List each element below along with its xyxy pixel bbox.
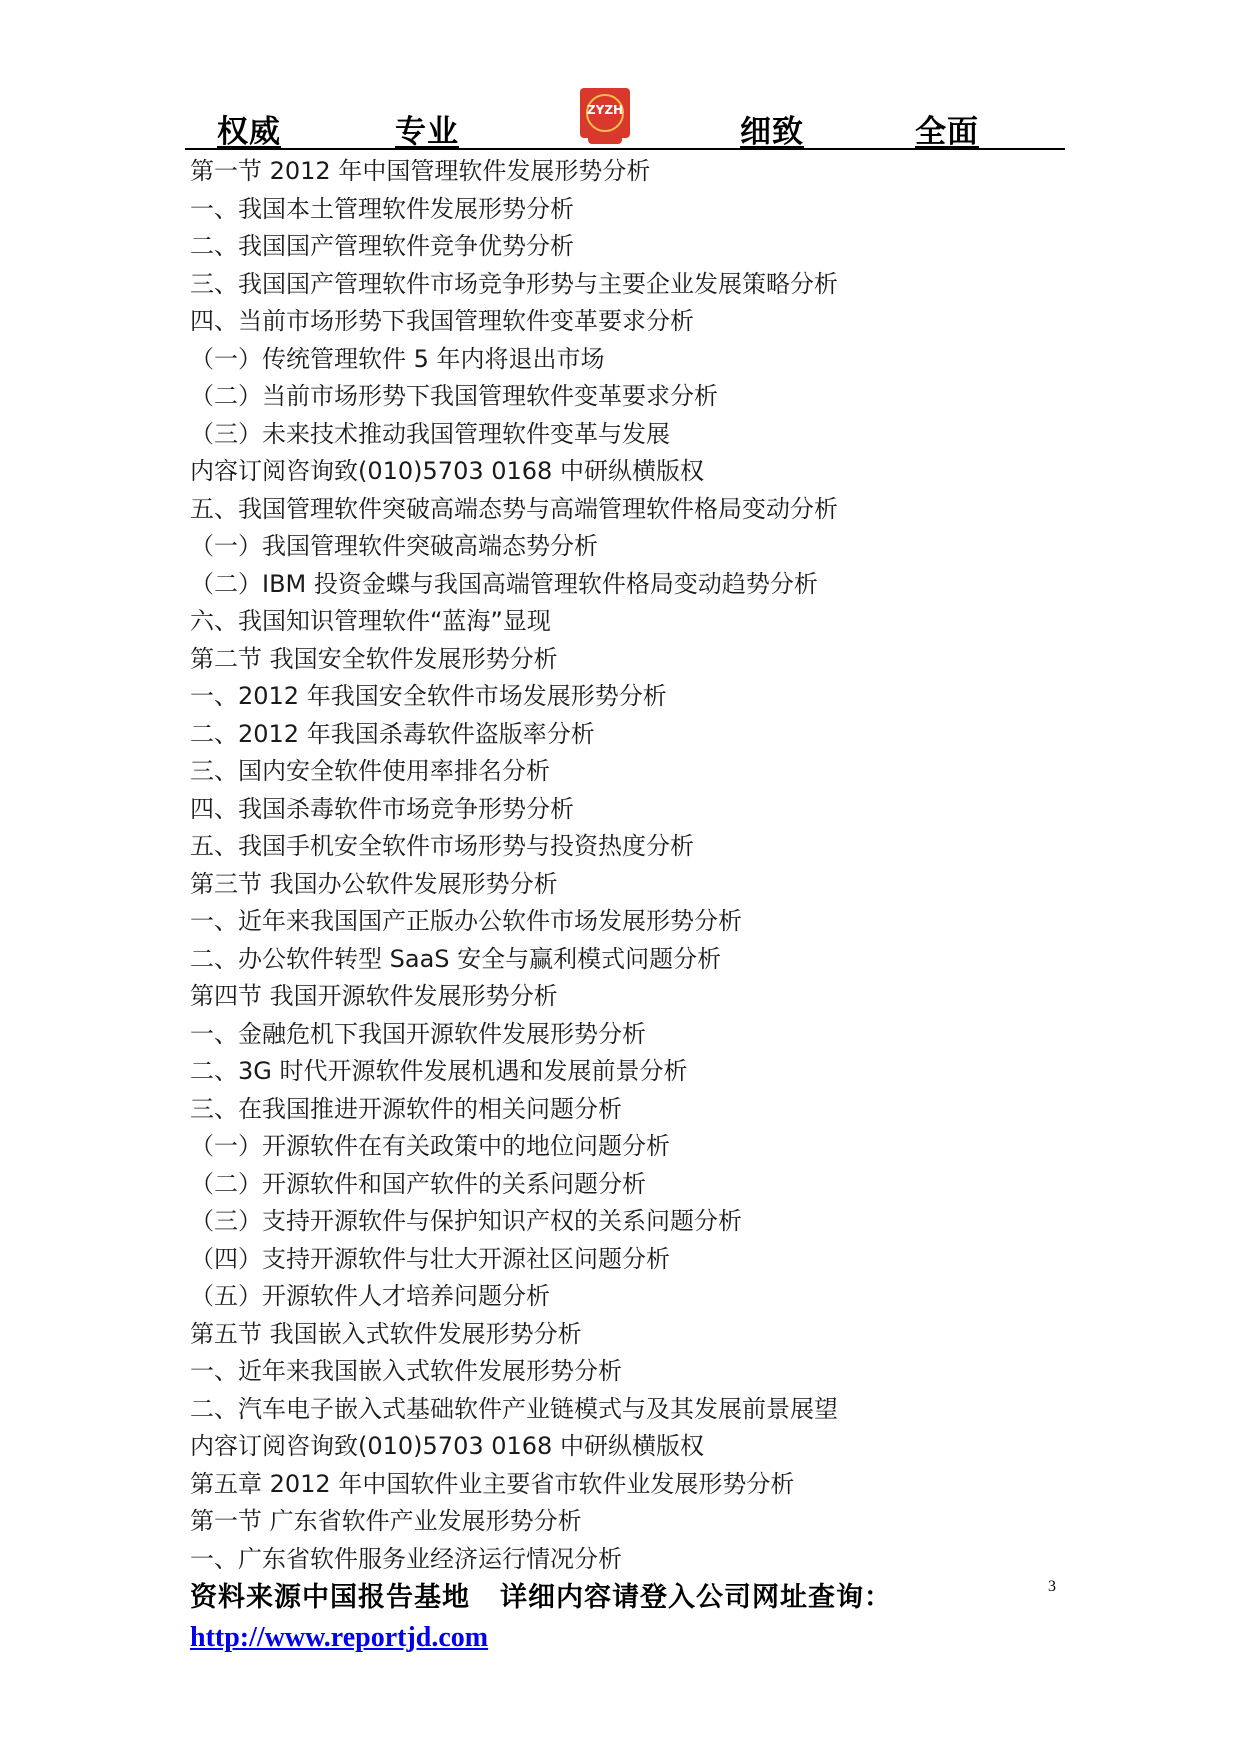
footer-detail-text: 详细内容请登入公司网址查询：: [500, 1582, 892, 1613]
toc-entry: 四、我国杀毒软件市场竞争形势分析: [190, 794, 574, 823]
toc-entry: （五）开源软件人才培养问题分析: [190, 1282, 550, 1310]
toc-entry: （二）开源软件和国产软件的关系问题分析: [190, 1169, 646, 1198]
toc-entry: （一）开源软件在有关政策中的地位问题分析: [190, 1132, 670, 1160]
header-word-meticulous: 细致: [740, 114, 804, 150]
toc-entry: 二、我国国产管理软件竞争优势分析: [190, 232, 574, 260]
header-word-professional: 专业: [395, 114, 459, 150]
toc-entry: 第五章 2012 年中国软件业主要省市软件业发展形势分析: [190, 1469, 795, 1498]
toc-entry: （三）支持开源软件与保护知识产权的关系问题分析: [190, 1207, 742, 1235]
toc-entry: 二、2012 年我国杀毒软件盗版率分析: [190, 719, 595, 748]
footer-source-line: [190, 1575, 892, 1614]
toc-entry: 三、国内安全软件使用率排名分析: [190, 757, 550, 785]
toc-entry: （四）支持开源软件与壮大开源社区问题分析: [190, 1244, 670, 1273]
page-number: 3: [1048, 1578, 1056, 1595]
header-word-authority: 权威: [217, 114, 281, 150]
toc-entry: 一、近年来我国国产正版办公软件市场发展形势分析: [190, 907, 742, 935]
toc-entry: 一、2012 年我国安全软件市场发展形势分析: [190, 682, 667, 710]
toc-entry: 三、我国国产管理软件市场竞争形势与主要企业发展策略分析: [190, 269, 838, 298]
toc-entry: 内容订阅咨询致(010)5703 0168 中研纵横版权: [190, 457, 704, 485]
logo-text: ZYZH: [586, 103, 624, 117]
toc-entry: 第一节 2012 年中国管理软件发展形势分析: [190, 157, 651, 185]
toc-entry: 二、办公软件转型 SaaS 安全与赢利模式问题分析: [190, 944, 722, 973]
toc-entry: （一）我国管理软件突破高端态势分析: [190, 532, 598, 560]
toc-entry: 第四节 我国开源软件发展形势分析: [190, 982, 558, 1010]
toc-entry: （二）IBM 投资金蝶与我国高端管理软件格局变动趋势分析: [190, 569, 818, 598]
toc-entry: 第三节 我国办公软件发展形势分析: [190, 869, 558, 898]
footer-website-link[interactable]: http://www.reportjd.com: [190, 1622, 489, 1653]
toc-entry: 第五节 我国嵌入式软件发展形势分析: [190, 1319, 582, 1348]
page-header: [185, 88, 1065, 150]
toc-entry: （三）未来技术推动我国管理软件变革与发展: [190, 419, 670, 448]
toc-entry: 内容订阅咨询致(010)5703 0168 中研纵横版权: [190, 1432, 704, 1460]
toc-entry: 一、近年来我国嵌入式软件发展形势分析: [190, 1357, 622, 1385]
toc-entry: 五、我国手机安全软件市场形势与投资热度分析: [190, 832, 694, 860]
toc-entry: 三、在我国推进开源软件的相关问题分析: [190, 1094, 622, 1123]
company-logo: [580, 88, 630, 138]
toc-entry: 第二节 我国安全软件发展形势分析: [190, 644, 558, 673]
toc-entry: 二、汽车电子嵌入式基础软件产业链模式与及其发展前景展望: [190, 1394, 838, 1423]
logo-base: [588, 138, 622, 144]
table-of-contents: [190, 153, 1050, 1578]
toc-entry: 一、我国本土管理软件发展形势分析: [190, 194, 574, 223]
header-word-comprehensive: 全面: [915, 114, 979, 150]
toc-entry: 二、3G 时代开源软件发展机遇和发展前景分析: [190, 1057, 688, 1085]
toc-entry: 五、我国管理软件突破高端态势与高端管理软件格局变动分析: [190, 494, 838, 523]
toc-entry: 四、当前市场形势下我国管理软件变革要求分析: [190, 307, 694, 335]
toc-entry: 一、广东省软件服务业经济运行情况分析: [190, 1544, 622, 1573]
toc-entry: 第一节 广东省软件产业发展形势分析: [190, 1507, 582, 1535]
toc-entry: 六、我国知识管理软件“蓝海”显现: [190, 607, 551, 635]
toc-entry: 一、金融危机下我国开源软件发展形势分析: [190, 1019, 646, 1048]
toc-entry: （一）传统管理软件 5 年内将退出市场: [190, 344, 605, 373]
footer-source-text: 资料来源中国报告基地: [190, 1582, 470, 1613]
toc-entry: （二）当前市场形势下我国管理软件变革要求分析: [190, 382, 718, 410]
